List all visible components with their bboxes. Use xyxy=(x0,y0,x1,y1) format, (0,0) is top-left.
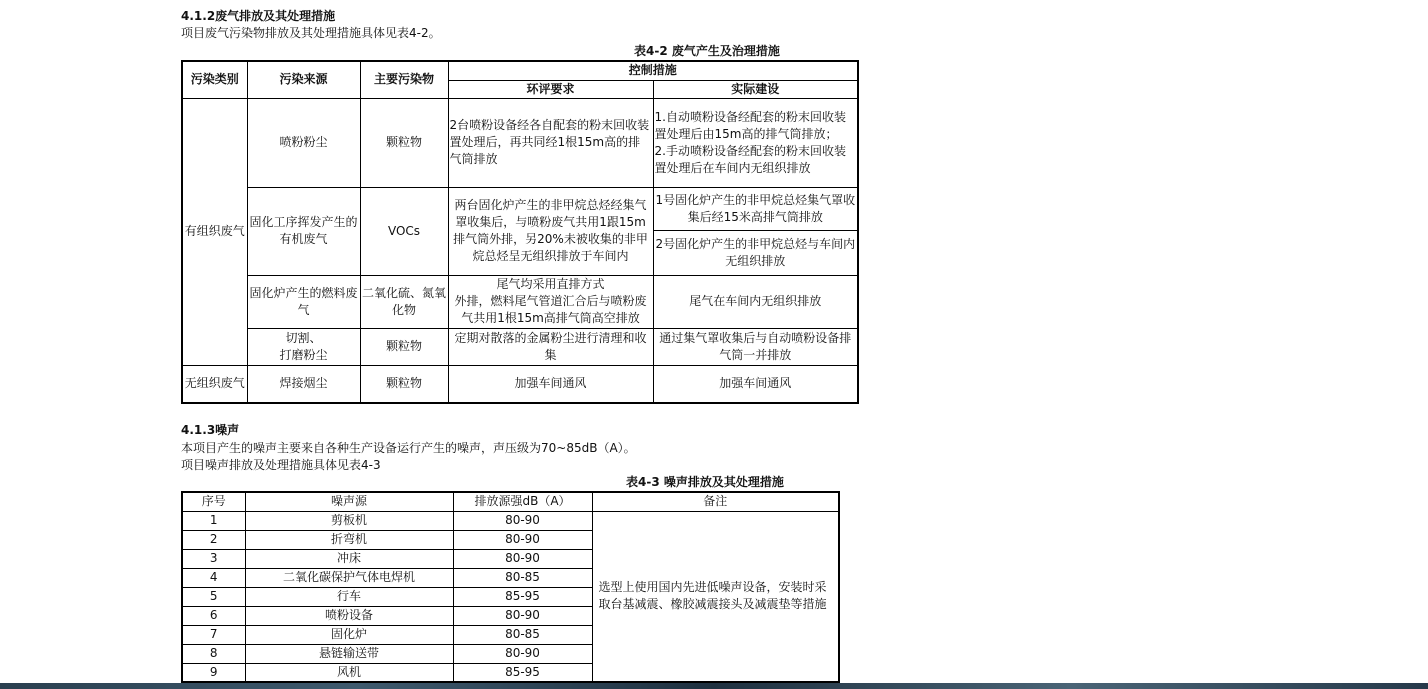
row1-eia: 2台喷粉设备经各自配套的粉末回收装置处理后，再共同经1根15m高的排气筒排放 xyxy=(448,98,653,187)
table-row-level: 80-90 xyxy=(453,644,592,663)
table-row-level: 80-90 xyxy=(453,511,592,530)
table-row-no: 6 xyxy=(182,606,245,625)
table-row-source: 行车 xyxy=(245,587,453,606)
row1-actual: 1.自动喷粉设备经配套的粉末回收装置处理后由15m高的排气筒排放； 2.手动喷粉设备经配套的粉末回收装置处理后在车间内无组织排放 xyxy=(653,98,858,187)
row4-actual: 通过集气罩收集后与自动喷粉设备排气筒一并排放 xyxy=(653,328,858,365)
table-row-level: 80-90 xyxy=(453,530,592,549)
table-row-level: 85-95 xyxy=(453,587,592,606)
header-control: 控制措施 xyxy=(448,61,858,80)
table-row-source: 剪板机 xyxy=(245,511,453,530)
row5-actual: 加强车间通风 xyxy=(653,365,858,403)
table-row-no: 1 xyxy=(182,511,245,530)
row2-source: 固化工序挥发产生的有机废气 xyxy=(247,187,360,275)
row2-actual-b: 2号固化炉产生的非甲烷总烃与车间内无组织排放 xyxy=(653,230,858,275)
table-row-source: 固化炉 xyxy=(245,625,453,644)
header-level: 排放源强dB（A） xyxy=(453,492,592,511)
table-row-source: 风机 xyxy=(245,663,453,682)
row4-source: 切割、 打磨粉尘 xyxy=(247,328,360,365)
row2-eia: 两台固化炉产生的非甲烷总烃经集气罩收集后，与喷粉废气共用1跟15m排气筒外排，另20%未被收集的非甲烷总烃呈无组织排放于车间内 xyxy=(448,187,653,275)
table-row-source: 悬链输送带 xyxy=(245,644,453,663)
header-actual: 实际建设 xyxy=(653,80,858,98)
table-row-level: 80-85 xyxy=(453,625,592,644)
group-unorganized: 无组织废气 xyxy=(182,365,247,403)
table-row-no: 9 xyxy=(182,663,245,682)
header-category: 污染类别 xyxy=(182,61,247,98)
row5-pollutant: 颗粒物 xyxy=(360,365,448,403)
row3-source: 固化炉产生的燃料废气 xyxy=(247,275,360,328)
table-row-no: 2 xyxy=(182,530,245,549)
table-row-no: 5 xyxy=(182,587,245,606)
section-intro-412: 项目废气污染物排放及其处理措施具体见表4-2。 xyxy=(181,26,441,40)
section-heading-412: 4.1.2废气排放及其处理措施 xyxy=(181,9,336,23)
header-note: 备注 xyxy=(592,492,839,511)
row3-actual: 尾气在车间内无组织排放 xyxy=(653,275,858,328)
section-line2-413: 项目噪声排放及处理措施具体见表4-3 xyxy=(181,458,381,472)
row4-pollutant: 颗粒物 xyxy=(360,328,448,365)
table-4-3 xyxy=(181,491,840,683)
row3-eia: 尾气均采用直排方式 外排，燃料尾气管道汇合后与喷粉废气共用1根15m高排气筒高空排放 xyxy=(448,275,653,328)
table-row-no: 8 xyxy=(182,644,245,663)
section-heading-413: 4.1.3噪声 xyxy=(181,423,240,437)
row4-eia: 定期对散落的金属粉尘进行清理和收集 xyxy=(448,328,653,365)
header-source: 污染来源 xyxy=(247,61,360,98)
row2-pollutant: VOCs xyxy=(360,187,448,275)
table-row-source: 冲床 xyxy=(245,549,453,568)
noise-note: 选型上使用国内先进低噪声设备，安装时采取台基减震、橡胶减震接头及减震垫等措施 xyxy=(592,511,839,682)
table-row-source: 折弯机 xyxy=(245,530,453,549)
row5-eia: 加强车间通风 xyxy=(448,365,653,403)
header-noise-source: 噪声源 xyxy=(245,492,453,511)
header-no: 序号 xyxy=(182,492,245,511)
table-row-level: 80-85 xyxy=(453,568,592,587)
table-row-level: 80-90 xyxy=(453,606,592,625)
header-pollutant: 主要污染物 xyxy=(360,61,448,98)
header-eia: 环评要求 xyxy=(448,80,653,98)
table-row-source: 二氧化碳保护气体电焊机 xyxy=(245,568,453,587)
row2-actual-a: 1号固化炉产生的非甲烷总烃集气罩收集后经15米高排气筒排放 xyxy=(653,187,858,230)
table-row-level: 80-90 xyxy=(453,549,592,568)
table-row-source: 喷粉设备 xyxy=(245,606,453,625)
row1-source: 喷粉粉尘 xyxy=(247,98,360,187)
table-row-no: 3 xyxy=(182,549,245,568)
table-caption-42: 表4-2 废气产生及治理措施 xyxy=(634,44,780,58)
group-organized: 有组织废气 xyxy=(182,98,247,365)
window-bottom-edge xyxy=(0,683,1428,689)
table-caption-43: 表4-3 噪声排放及其处理措施 xyxy=(626,475,784,489)
row3-pollutant: 二氧化硫、氮氧化物 xyxy=(360,275,448,328)
section-line1-413: 本项目产生的噪声主要来自各种生产设备运行产生的噪声，声压级为70~85dB（A）。 xyxy=(181,441,636,455)
row1-pollutant: 颗粒物 xyxy=(360,98,448,187)
table-row-no: 4 xyxy=(182,568,245,587)
table-row-no: 7 xyxy=(182,625,245,644)
table-4-2 xyxy=(181,60,859,404)
table-row-level: 85-95 xyxy=(453,663,592,682)
row5-source: 焊接烟尘 xyxy=(247,365,360,403)
